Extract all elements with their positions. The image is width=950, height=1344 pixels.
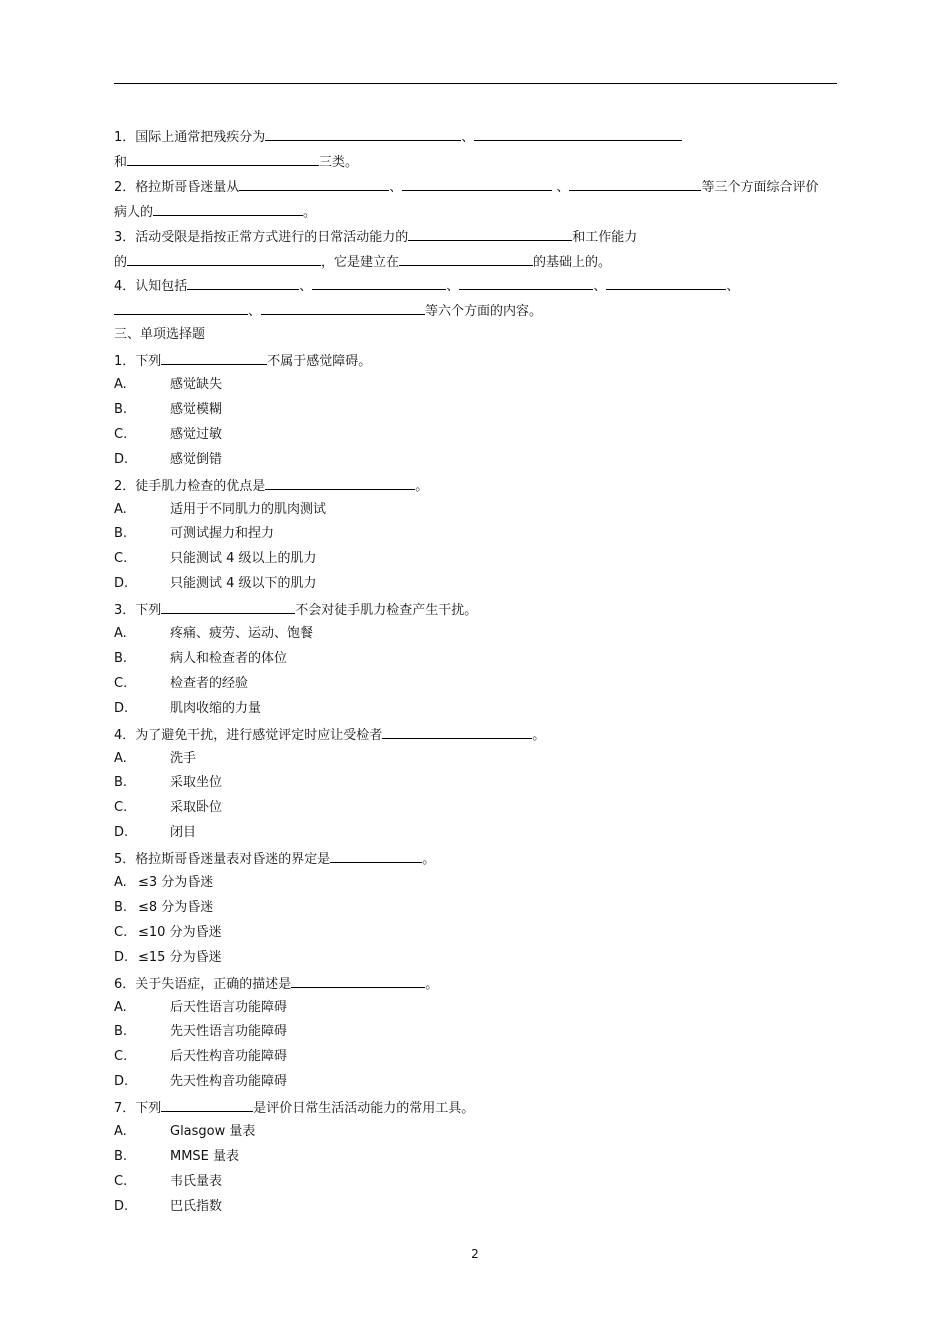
question-text: 4．为了避免干扰，进行感觉评定时应让受检者 xyxy=(114,727,383,743)
fill-in-line xyxy=(114,151,358,171)
question-stem xyxy=(114,973,438,993)
answer-blank[interactable] xyxy=(606,275,726,290)
question-stem xyxy=(114,350,371,370)
fill-in-line xyxy=(114,251,611,271)
question-stem xyxy=(114,848,435,868)
question-text: 6．关于失语症，正确的描述是 xyxy=(114,976,292,992)
option-letter: C. xyxy=(114,800,128,816)
line-text: 、 xyxy=(461,130,475,145)
option-letter: B. xyxy=(114,1148,128,1164)
answer-option[interactable] xyxy=(114,649,287,669)
option-letter: B. xyxy=(114,775,128,791)
line-text: 。 xyxy=(303,204,317,220)
line-text: 3．活动受限是指按正常方式进行的日常活动能力的 xyxy=(114,229,409,245)
option-letter: C. xyxy=(114,551,128,567)
answer-blank[interactable] xyxy=(161,350,267,365)
line-text: 病人的 xyxy=(114,204,154,220)
fill-in-line xyxy=(114,226,637,246)
answer-option[interactable] xyxy=(114,375,222,395)
question-text: 是评价日常生活活动能力的常用工具。 xyxy=(253,1101,475,1117)
option-letter: C. xyxy=(114,426,128,442)
answer-blank[interactable] xyxy=(474,126,682,141)
question-text: 。 xyxy=(425,976,439,992)
line-text: 、 xyxy=(552,179,570,195)
answer-option[interactable] xyxy=(114,1147,239,1167)
option-text: 采取卧位 xyxy=(170,800,223,816)
option-text: ≤8 分为昏迷 xyxy=(138,899,214,915)
answer-blank[interactable] xyxy=(261,300,425,315)
fill-in-line xyxy=(114,176,818,196)
question-stem xyxy=(114,1097,474,1117)
option-letter: D. xyxy=(114,1198,129,1214)
option-text: 洗手 xyxy=(170,750,197,766)
question-text: 。 xyxy=(422,852,436,868)
option-text: 病人和检查者的体位 xyxy=(170,650,288,666)
option-letter: D. xyxy=(114,576,129,592)
answer-option[interactable] xyxy=(114,1022,287,1042)
answer-blank[interactable] xyxy=(161,1097,253,1112)
answer-blank[interactable] xyxy=(153,201,303,216)
answer-option[interactable] xyxy=(114,1172,222,1192)
line-text: 、 xyxy=(389,179,403,195)
question-text: 。 xyxy=(415,478,429,494)
option-text: 感觉倒错 xyxy=(170,451,223,467)
option-letter: C. xyxy=(114,675,128,691)
question-text: 。 xyxy=(532,727,546,743)
option-letter: B. xyxy=(114,899,128,915)
line-text: 2．格拉斯哥昏迷量从 xyxy=(114,179,240,195)
option-text: 感觉过敏 xyxy=(170,426,223,442)
answer-option[interactable] xyxy=(114,524,274,544)
fill-in-line xyxy=(114,201,316,221)
answer-option[interactable] xyxy=(114,699,261,719)
option-text: 采取坐位 xyxy=(170,775,223,791)
answer-option[interactable] xyxy=(114,1197,222,1217)
option-letter: C. xyxy=(114,924,128,940)
option-text: 适用于不同肌力的肌肉测试 xyxy=(170,501,327,517)
fill-in-line xyxy=(114,300,542,320)
fill-in-line xyxy=(114,275,739,295)
option-letter: A. xyxy=(114,377,127,392)
option-text: 先天性构音功能障碍 xyxy=(170,1074,288,1090)
option-text: 巴氏指数 xyxy=(170,1198,223,1214)
answer-blank[interactable] xyxy=(187,275,299,290)
answer-blank[interactable] xyxy=(312,275,446,290)
option-text: 先天性语言功能障碍 xyxy=(170,1024,288,1040)
line-text: 、 xyxy=(726,279,740,295)
answer-blank[interactable] xyxy=(239,176,389,191)
section-title xyxy=(114,325,205,345)
question-stem xyxy=(114,724,545,744)
answer-option[interactable] xyxy=(114,923,222,943)
question-text: 5．格拉斯哥昏迷量表对昏迷的界定是 xyxy=(114,852,331,868)
option-letter: B. xyxy=(114,650,128,666)
option-text: ≤3 分为昏迷 xyxy=(138,875,214,890)
option-letter: A. xyxy=(114,501,127,517)
option-text: 韦氏量表 xyxy=(170,1173,223,1189)
answer-blank[interactable] xyxy=(127,251,321,266)
answer-blank[interactable] xyxy=(265,475,415,490)
option-text: 感觉缺失 xyxy=(170,377,223,392)
answer-blank[interactable] xyxy=(408,226,572,241)
line-text: 等六个方面的内容。 xyxy=(425,304,543,320)
question-text: 3．下列 xyxy=(114,603,162,619)
line-text: 的基础上的。 xyxy=(533,254,612,270)
option-letter: D. xyxy=(114,700,129,716)
answer-blank[interactable] xyxy=(330,848,422,863)
option-text: MMSE 量表 xyxy=(170,1148,240,1164)
line-text: 等三个方面综合评价 xyxy=(701,179,819,195)
answer-option[interactable] xyxy=(114,450,222,470)
option-letter: B. xyxy=(114,1024,128,1040)
answer-option[interactable] xyxy=(114,1122,255,1142)
option-letter: D. xyxy=(114,825,129,841)
question-stem xyxy=(114,475,428,495)
answer-option[interactable] xyxy=(114,873,213,893)
option-text: ≤10 分为昏迷 xyxy=(138,924,222,940)
question-text: 1．下列 xyxy=(114,354,162,370)
option-letter: B. xyxy=(114,401,128,417)
section-title-text: 三、单项选择题 xyxy=(114,327,206,343)
answer-blank[interactable] xyxy=(402,176,552,191)
option-text: 感觉模糊 xyxy=(170,401,223,417)
option-letter: B. xyxy=(114,526,128,542)
answer-option[interactable] xyxy=(114,948,222,968)
option-text: 可测试握力和捏力 xyxy=(170,526,275,542)
question-text: 不会对徒手肌力检查产生干扰。 xyxy=(295,603,478,619)
option-letter: D. xyxy=(114,949,129,965)
line-text: 、 xyxy=(248,304,262,320)
line-text: 和工作能力 xyxy=(572,229,638,245)
answer-option[interactable] xyxy=(114,798,222,818)
answer-option[interactable] xyxy=(114,574,317,594)
line-text: 、 xyxy=(299,279,313,295)
line-text: 的 xyxy=(114,254,128,270)
line-text: 4．认知包括 xyxy=(114,279,188,295)
answer-option[interactable] xyxy=(114,624,313,644)
option-letter: C. xyxy=(114,1049,128,1065)
option-text: Glasgow 量表 xyxy=(170,1124,256,1139)
option-text: 后天性语言功能障碍 xyxy=(170,999,288,1015)
line-text: 三类。 xyxy=(319,154,359,170)
header-rule xyxy=(114,83,837,84)
option-text: 肌肉收缩的力量 xyxy=(170,700,262,716)
line-text: 和 xyxy=(114,154,128,170)
option-text: 闭目 xyxy=(170,825,197,841)
option-letter: D. xyxy=(114,1074,129,1090)
option-letter: D. xyxy=(114,451,129,467)
answer-option[interactable] xyxy=(114,425,222,445)
line-text: 、 xyxy=(593,279,607,295)
answer-option[interactable] xyxy=(114,749,196,769)
option-letter: A. xyxy=(114,750,127,766)
answer-blank[interactable] xyxy=(265,126,461,141)
answer-option[interactable] xyxy=(114,898,213,918)
option-text: ≤15 分为昏迷 xyxy=(138,949,222,965)
line-text: 1．国际上通常把残疾分为 xyxy=(114,130,266,145)
answer-option[interactable] xyxy=(114,500,326,520)
option-text: 疼痛、疲劳、运动、饱餐 xyxy=(170,626,314,641)
option-letter: A. xyxy=(114,999,127,1015)
page-number: 2 xyxy=(471,1247,479,1261)
answer-blank[interactable] xyxy=(127,151,319,166)
answer-option[interactable] xyxy=(114,1047,287,1067)
answer-blank[interactable] xyxy=(382,724,532,739)
option-letter: C. xyxy=(114,1173,128,1189)
option-letter: A. xyxy=(114,626,127,641)
answer-option[interactable] xyxy=(114,773,222,793)
option-text: 只能测试 4 级以下的肌力 xyxy=(170,576,317,592)
question-stem xyxy=(114,599,477,619)
option-text: 检查者的经验 xyxy=(170,675,249,691)
answer-blank[interactable] xyxy=(399,251,533,266)
answer-blank[interactable] xyxy=(569,176,701,191)
question-text: 不属于感觉障碍。 xyxy=(267,354,372,370)
answer-option[interactable] xyxy=(114,400,222,420)
answer-blank[interactable] xyxy=(459,275,593,290)
answer-option[interactable] xyxy=(114,998,287,1018)
option-text: 只能测试 4 级以上的肌力 xyxy=(170,551,317,567)
line-text: ，它是建立在 xyxy=(321,254,400,270)
fill-in-line xyxy=(114,126,682,146)
question-text: 7．下列 xyxy=(114,1101,162,1117)
answer-option[interactable] xyxy=(114,1072,287,1092)
line-text: 、 xyxy=(446,279,460,295)
answer-option[interactable] xyxy=(114,674,248,694)
answer-blank[interactable] xyxy=(161,599,295,614)
question-text: 2．徒手肌力检查的优点是 xyxy=(114,478,266,494)
option-letter: A. xyxy=(114,875,127,890)
answer-blank[interactable] xyxy=(291,973,425,988)
option-letter: A. xyxy=(114,1124,127,1139)
answer-option[interactable] xyxy=(114,549,317,569)
answer-option[interactable] xyxy=(114,823,196,843)
answer-blank[interactable] xyxy=(114,300,248,315)
option-text: 后天性构音功能障碍 xyxy=(170,1049,288,1065)
